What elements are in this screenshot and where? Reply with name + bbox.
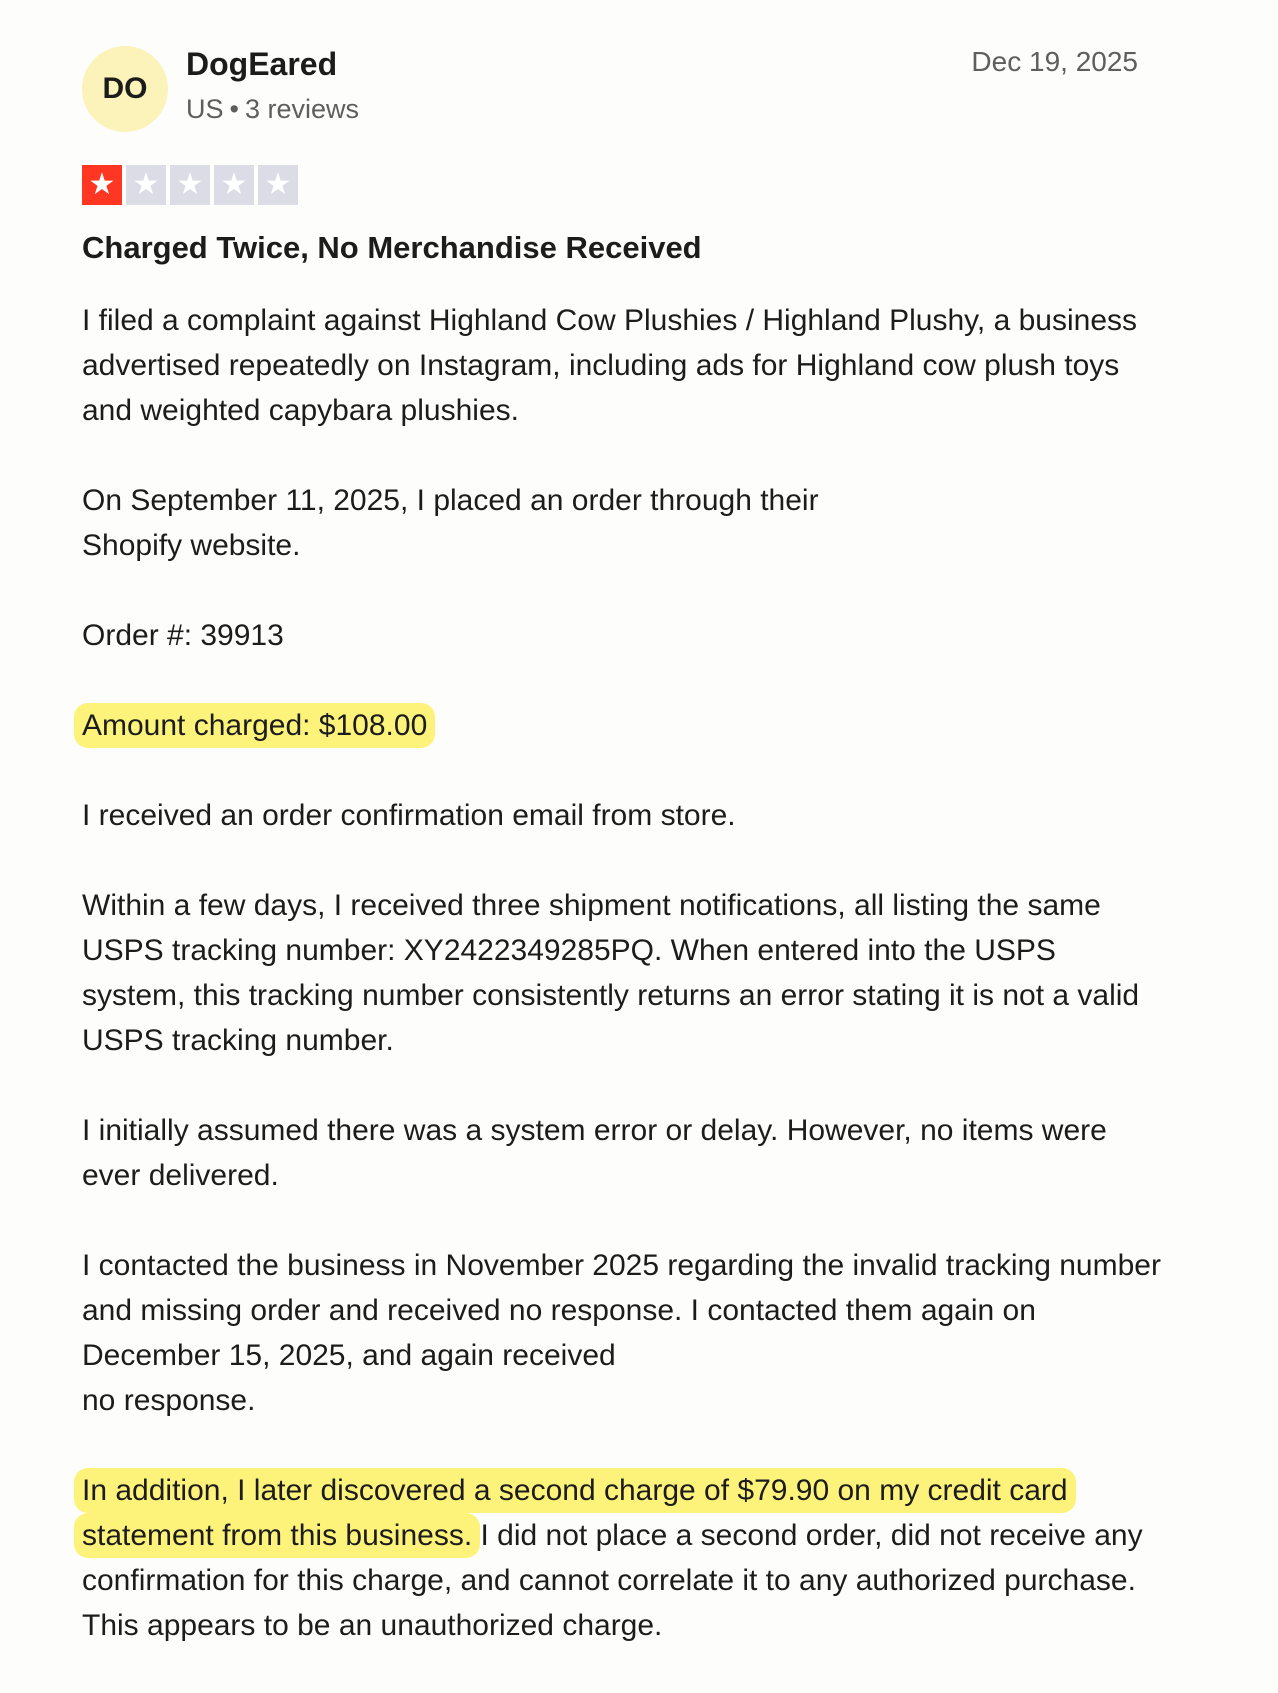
review-text: I contacted the business in November 2025 regarding the invalid tracking number and missing order and received no response. I contacted them again on December 15, 2025, and again received: [82, 1249, 1161, 1372]
star-rating: [82, 165, 298, 205]
review-paragraph: [82, 703, 1162, 748]
review-paragraph: Within a few days, I received three shipment notifications, all listing the same USPS tracking number: XY2422349285PQ. When entered into the USPS system, this tracking number consistently returns an error stating it is not a valid USPS tracking number.: [82, 889, 1140, 1057]
meta-separator: •: [229, 94, 239, 124]
avatar-initials: DO: [102, 72, 148, 105]
review-text: I did not place a second order, did not receive any confirmation for this charge, and cannot correlate it to any authorized purchase. This appears to be an unauthorized charge.: [82, 1519, 1143, 1642]
highlighted-text: Amount charged: $108.00: [74, 703, 435, 748]
review-paragraph: Order #: 39913: [82, 619, 284, 652]
review-paragraph: [82, 1243, 1162, 1423]
review-text: Shopify website.: [82, 529, 301, 562]
review-title: Charged Twice, No Merchandise Received: [82, 230, 702, 265]
star-icon: ★: [82, 165, 122, 205]
star-icon: ★: [258, 165, 298, 205]
reviewer-review-count: 3 reviews: [244, 94, 360, 124]
reviewer-country: US: [186, 94, 224, 124]
avatar[interactable]: [82, 46, 168, 132]
highlighted-text: In addition, I later discovered a second charge of $79.90 on my credit card statement from this business.: [74, 1468, 1076, 1558]
review-paragraph: [82, 478, 1162, 568]
review-paragraph: I initially assumed there was a system error or delay. However, no items were ever delivered.: [82, 1114, 1107, 1192]
reviewer-meta: [186, 94, 359, 125]
reviewer-name[interactable]: DogEared: [186, 46, 338, 82]
review-body: [82, 298, 1162, 1693]
review-paragraph: I filed a complaint against Highland Cow Plushies / Highland Plushy, a business advertised repeatedly on Instagram, including ads for Highland cow plush toys and weighted capybara plushies.: [82, 304, 1138, 427]
review-paragraph: [82, 1468, 1162, 1648]
review-text: On September 11, 2025, I placed an order through their: [82, 484, 819, 517]
review-date: Dec 19, 2025: [971, 46, 1138, 77]
star-icon: ★: [214, 165, 254, 205]
star-icon: ★: [170, 165, 210, 205]
review-paragraph: I received an order confirmation email from store.: [82, 799, 736, 832]
star-icon: ★: [126, 165, 166, 205]
review-text: no response.: [82, 1384, 256, 1417]
